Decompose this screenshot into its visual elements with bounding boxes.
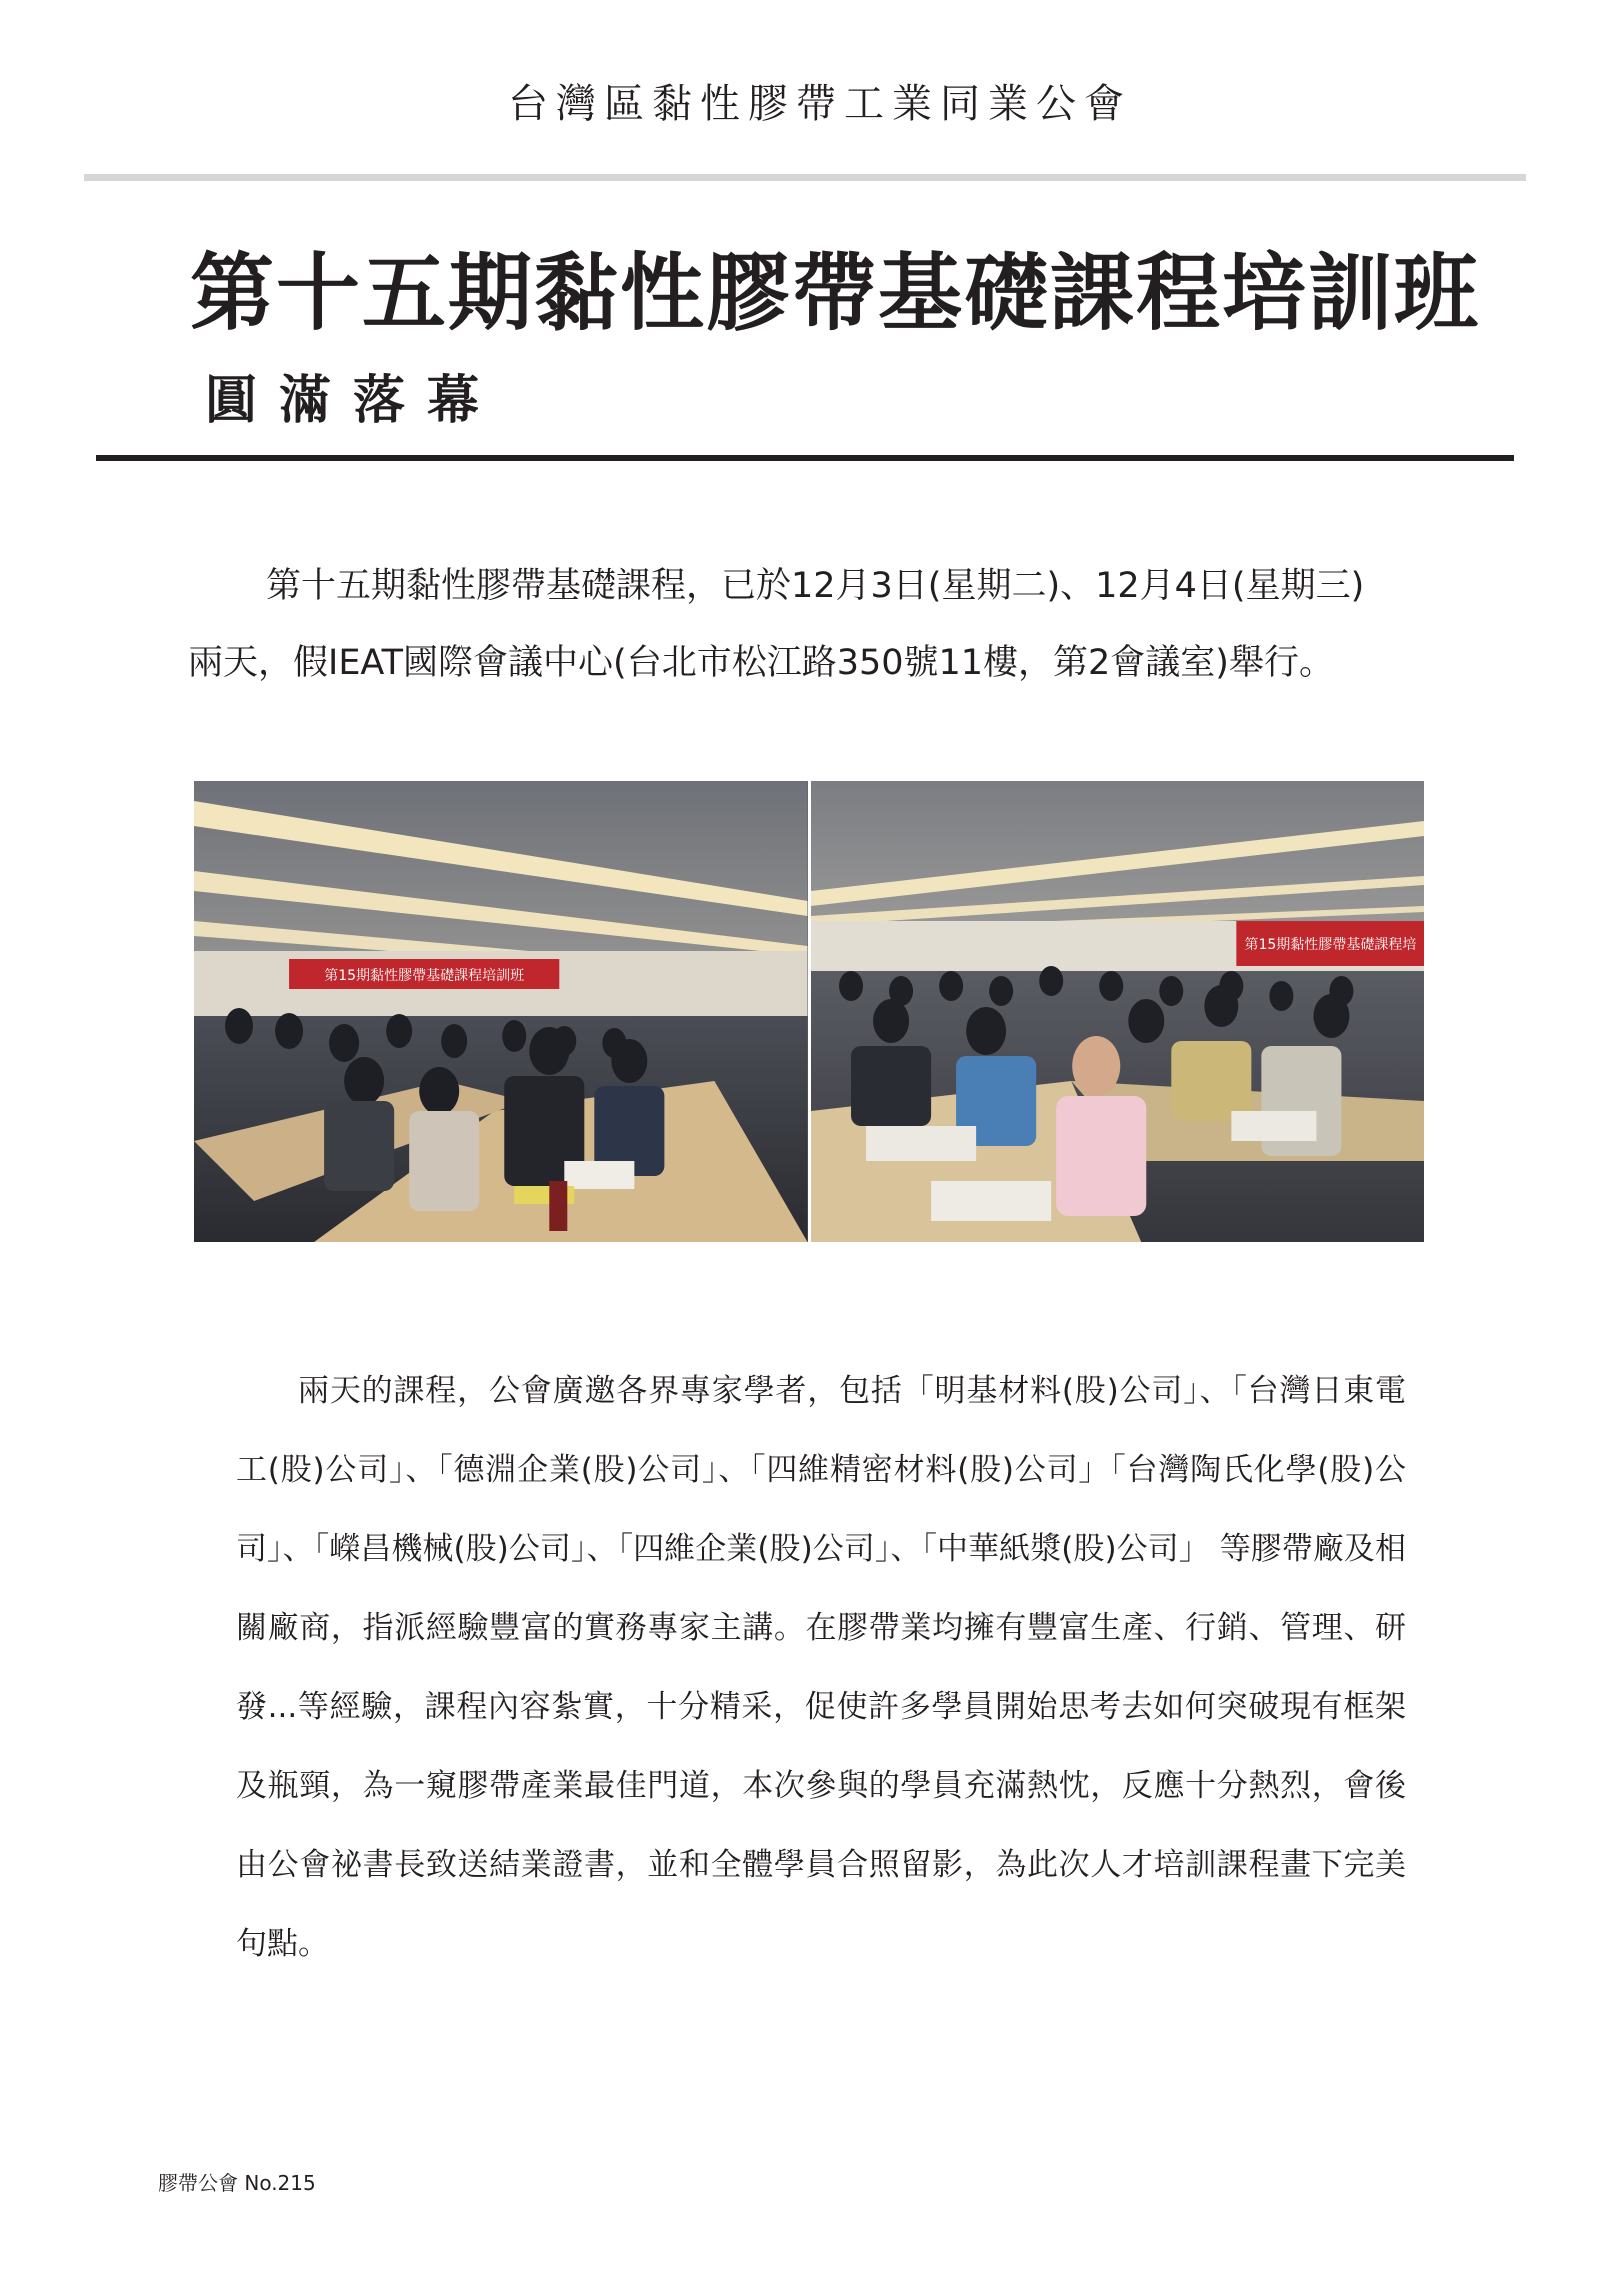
intro-line-2: 兩天，假IEAT國際會議中心(台北市松江路350號11樓，第2會議室)舉行。 xyxy=(188,643,1334,683)
footer-issue: 膠帶公會 No.215 xyxy=(158,2171,316,2195)
photo-banner-right: 第15期黏性膠帶基礎課程培 xyxy=(1243,937,1416,953)
organization-header: 台灣區黏性膠帶工業同業公會 xyxy=(508,81,1132,127)
classroom-photo-right xyxy=(811,781,1425,1242)
photo-banner-left: 第15期黏性膠帶基礎課程培訓班 xyxy=(324,968,525,984)
title-divider xyxy=(96,455,1514,461)
intro-line-1: 第十五期黏性膠帶基礎課程，已於12月3日(星期二)、12月4日(星期三) xyxy=(266,566,1365,606)
event-photos xyxy=(194,781,1424,1242)
body-paragraph xyxy=(236,1352,1406,1984)
body-text: 兩天的課程，公會廣邀各界專家學者，包括「明基材料(股)公司」、「台灣日東電工(股)公司」、「德淵企業(股)公司」、「四維精密材料(股)公司」「台灣陶氏化學(股)公司」、「嶸昌機械(股)公司」、「四維企業(股)公司」、「中華紙漿(股)公司」 等膠帶廠及相關廠商，指派經驗豐富的實務專家主講。在膠帶業均擁有豐富生產、行銷、管理、研發...等經驗，課程內容紮實，十分精采，促使許多學員開始思考去如何突破現有框架及瓶頸，為一窺膠帶產業最佳門道，本次參與的學員充滿熱忱，反應十分熱烈，會後由公會祕書長致送結業證書，並和全體學員合照留影，為此次人才培訓課程畫下完美句點。 xyxy=(236,1373,1407,1962)
classroom-photo-left xyxy=(194,781,808,1242)
article-subtitle: 圓滿落幕 xyxy=(205,371,502,431)
article-title: 第十五期黏性膠帶基礎課程培訓班 xyxy=(190,244,1481,342)
header-divider xyxy=(84,174,1526,181)
intro-paragraph xyxy=(188,548,1413,702)
